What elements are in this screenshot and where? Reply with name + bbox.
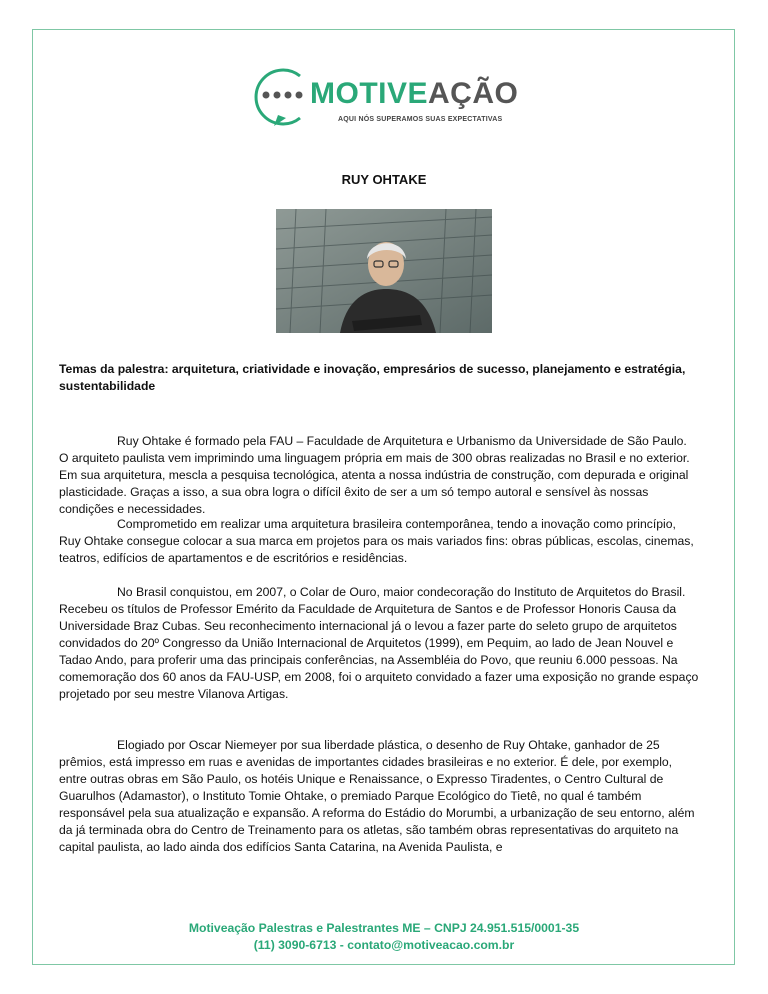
footer-company: Motiveação Palestras e Palestrantes ME – CNPJ 24.951.515/0001-35 [188,921,580,935]
page-footer [0,920,768,954]
paragraph: Comprometido em realizar uma arquitetura brasileira contemporânea, tendo a inovação como princípio, Ruy Ohtake consegue colocar a sua marca em projetos para os mais variados fins: obras públicas, escolas, cinemas, teatros, edifícios de apartamentos e de escritórios e residências. [59,517,694,565]
brand-name-part1: MOTIVE [310,77,429,110]
brand-tagline: AQUI NÓS SUPERAMOS SUAS EXPECTATIVAS [338,116,503,123]
paragraph: Elogiado por Oscar Niemeyer por sua liberdade plástica, o desenho de Ruy Ohtake, ganhador de 25 prêmios, está impresso em ruas e avenidas de importantes cidades brasileiras e no exterior. É dele, por exemplo, entre outras obras em São Paulo, os hotéis Unique e Renaissance, o Expresso Tiradentes, o Centro Cultural de Guarulhos (Adamastor), o Instituto Tomie Ohtake, o premiado Parque Ecológico do Tietê, no qual é também responsável pela sua atualização e expansão. A reforma do Estádio do Morumbi, a urbanização de seu entorno, além da já terminada obra do Centro de Treinamento para os atletas, são também obras representativas do arquiteto na capital paulista, ao lado ainda dos edifícios Santa Catarina, na Avenida Paulista, e [59,738,695,854]
brand-name-part2: AÇÃO [428,77,519,110]
footer-contact: (11) 3090-6713 - contato@motiveacao.com.br [253,938,515,952]
lecture-themes: Temas da palestra: arquitetura, criatividade e inovação, empresários de sucesso, planejamento e estratégia, sustentabilidade [59,362,686,393]
brand-name [310,77,518,111]
page-title: RUY OHTAKE [341,172,427,187]
paragraph: No Brasil conquistou, em 2007, o Colar de Ouro, maior condecoração do Instituto de Arquitetos do Brasil. Recebeu os títulos de Professor Emérito da Faculdade de Arquitetura de Santos e de Professor Honoris Causa da Universidade Braz Cubas. Seu reconhecimento internacional já o levou a fazer parte do seleto grupo de arquitetos convidados do 20º Congresso da União Internacional de Arquitetos (1999), em Pequim, ao lado de Jean Nouvel e Tadao Ando, para proferir uma das principais conferências, na Assembléia do Povo, que reuniu 6.000 pessoas. Na comemoração dos 60 anos da FAU-USP, em 2008, foi o arquiteto convidado a fazer uma exposição no grande espaço projetado por seu mestre Vilanova Artigas. [59,585,699,701]
portrait-photo [276,209,492,333]
paragraph: Ruy Ohtake é formado pela FAU – Faculdade de Arquitetura e Urbanismo da Universidade de São Paulo. O arquiteto paulista vem imprimindo uma linguagem própria em mais de 300 obras realizadas no Brasil e no exterior. Em sua arquitetura, mescla a pesquisa tecnológica, atenta a nossa indústria de construção, com depurada e original plasticidade. Graças a isso, a sua obra logra o difícil êxito de ser a um só tempo autoral e sensível às nossas condições e necessidades. [59,434,690,516]
